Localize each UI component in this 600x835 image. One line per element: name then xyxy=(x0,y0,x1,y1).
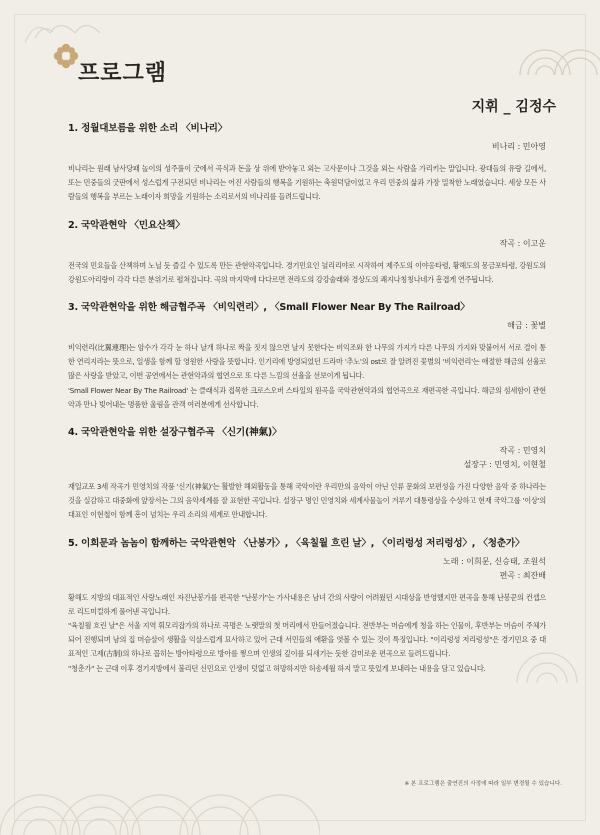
section-credits xyxy=(68,319,546,333)
program-section xyxy=(68,535,546,676)
section-title: 1. 정월대보름을 위한 소리 〈비나리〉 xyxy=(68,123,228,134)
section-description: 재일교포 3세 작곡가 민영치의 작품 '신기(神氣)'는 활발한 해외활동을 통해 국악이란 우리만의 음악이 아닌 인류 문화의 보편성을 가진 다양한 음악 중 하나라는 것을 실감하고 대중화에 앞장서는 그의 음악세계를 잘 표현한 곡입니다. 설장구 명인 민영치와 세계사물놀이 겨루기 대통령상을 수상하고 현재 국악그룹 '이상'의 대표인 이현철이 함께 흥이 넘치는 우리 소리의 세계로 안내합니다. xyxy=(68,482,546,520)
section-description: 비나리는 원래 남사당패 놀이의 성주풀이 굿에서 곡식과 돈을 상 위에 받아놓고 외는 고사문이나 그것을 외는 사람을 가리키는 말입니다. 광대들의 유랑 길에서, 또는 민중들의 굿판에서 성스럽게 구전되던 비나리는 어진 사람들의 행복을 기원하는 축원덕담이었고 우리 민중의 삶과 가장 밀착한 노래였습니다. 세상 모든 사람들의 행복을 부르는 노래이자 희망을 기원하는 소리로서의 비나리를 들려드립니다. xyxy=(68,164,546,202)
program-list xyxy=(68,120,546,688)
program-section xyxy=(68,217,546,287)
section-description: "청춘가" 는 근대 이후 경기지방에서 불리던 신민요로 인생이 덧없고 허망하지만 허송세월 하지 말고 뜻있게 보내라는 내용을 담고 있습니다. xyxy=(68,663,486,673)
performer-credit: 작곡 : 민영치 xyxy=(499,446,546,456)
section-credits xyxy=(68,140,546,154)
performer-credit: 설장구 : 민영치, 이현철 xyxy=(463,460,546,470)
section-description: 비익련리(比翼連理)는 암수가 각각 눈 하나 날개 하나로 짝을 짓지 않으면 날지 못한다는 비익조와 한 나무의 가지가 다른 나무의 가지와 맞붙어서 서로 결이 통한 연리지라는 뜻으로, 일생을 함께 할 영원한 사랑을 뜻합니다. 인기리에 방영되었던 드라마 '추노'의 ost로 잘 알려진 꽃별의 '비익련리'는 애절한 해금의 선율로 많은 사랑을 받았고, 이번 공연에서는 관현악과의 협연으로 또 다른 느낌의 선율을 선보이게 됩니다. xyxy=(68,343,546,381)
cloud-pattern-icon xyxy=(20,8,140,48)
wave-pattern-icon xyxy=(0,750,320,835)
conductor-credit: 지휘 _ 김정수 xyxy=(471,99,556,115)
performer-credit: 비나리 : 민아영 xyxy=(491,142,546,151)
performer-credit: 편곡 : 최잔배 xyxy=(499,570,546,580)
section-title: 4. 국악관현악을 위한 설장구협주곡 〈신기(神氣)〉 xyxy=(68,427,282,439)
section-title: 5. 이희문과 놈놈이 함께하는 국악관현악 〈난봉가〉, 〈육칠월 흐린 날〉, 〈이리렁성 저리렁성〉, 〈청춘가〉 xyxy=(68,537,525,549)
section-description: 황해도 지방의 대표적인 사랑노래인 자진난봉가를 편곡한 "난봉가"는 가사내용은 남녀 간의 사랑이 어려웠던 시대상을 반영했지만 편곡을 통해 난봉꾼의 컨셉으로 리드미컬하게 풀어낸 곡입니다. xyxy=(68,592,546,616)
section-description: "육칠월 흐린 날"은 서울 지역 휘모리잡가의 하나로 곡명은 노랫말의 첫 머리에서 만들어졌습니다. 전반부는 머슴에게 청을 하는 인물이, 후반부는 머슴이 주체가 되어 진행되며 남의 집 머슴살이 생활을 익살스럽게 묘사하고 있어 근대 서민들의 애환을 엿볼 수 있는 것이 특징입니다. "이리렁성 저리렁성"은 경기민요 중 대표적인 고제(古制)의 하나로 꼽히는 방아타령으로 방아를 찧으며 인생의 깊이를 되새기는 듯한 감미로운 편곡으로 들려드립니다. xyxy=(68,621,546,659)
performer-credit: 노래 : 이희문, 신승태, 조원석 xyxy=(443,556,546,566)
section-credits xyxy=(68,555,546,583)
wave-pattern-icon xyxy=(510,30,600,80)
section-title: 3. 국악관현악을 위한 해금협주곡 〈비익련리〉, 〈Small Flower Near By The Railroad〉 xyxy=(68,302,470,314)
program-section xyxy=(68,299,546,412)
performer-credit: 작곡 : 이고운 xyxy=(499,238,546,248)
program-section xyxy=(68,424,546,523)
section-description: 'Small Flower Near By The Railroad' 는 클래식과 접목한 크로스오버 스타일의 원곡을 국악관현악과의 협연곡으로 재편곡한 곡입니다. 해금의 섬세함이 관현악과 만나 빚어내는 명품한 울림을 관객 여러분에게 선사합니다. xyxy=(68,385,546,409)
program-section xyxy=(68,120,546,205)
page-title: 프로그램 xyxy=(78,60,168,86)
section-description: 전국의 민요들을 산책하며 노닐 듯 즐길 수 있도록 만든 관현악곡입니다. 경기민요인 늴리리야로 시작하여 제주도의 이야옹타령, 황해도의 몽금포타령, 강원도의 강원도아리랑이 각각 다른 분위기로 펼쳐집니다. 곡의 마지막에 다다르면 전라도의 강강술래와 경상도의 쾌지나칭칭나네가 흥겹게 연주됩니다. xyxy=(68,260,546,284)
footnote: ※ 본 프로그램은 출연진의 사정에 따라 일부 변경될 수 있습니다. xyxy=(404,781,562,787)
flower-icon xyxy=(52,42,80,70)
section-title: 2. 국악관현악 〈민요산책〉 xyxy=(68,219,185,231)
section-credits xyxy=(68,237,546,251)
section-credits xyxy=(68,444,546,472)
performer-credit: 해금 : 꽃별 xyxy=(507,321,546,331)
